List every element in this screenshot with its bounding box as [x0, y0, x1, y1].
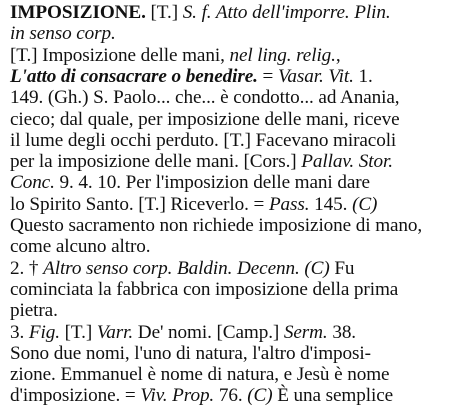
entry-line	[10, 300, 58, 322]
entry-text: =	[257, 65, 278, 87]
entry-text: pietra.	[10, 300, 58, 322]
entry-text: 38.	[327, 321, 357, 343]
entry-text: De' nomi. [Camp.]	[133, 321, 284, 343]
entry-text: Vasar. Vit.	[277, 65, 354, 87]
entry-line	[10, 151, 393, 173]
entry-text: È una semplice	[272, 385, 394, 407]
entry-text: Sono due nomi, l'uno di natura, l'altro d'imposi-	[10, 342, 371, 364]
entry-line	[10, 258, 354, 280]
entry-text: per la imposizione delle mani. [Cors.]	[10, 151, 302, 173]
entry-text: il lume degli occhi perduto. [T.] Facevano miracoli	[10, 129, 397, 151]
entry-line	[10, 87, 399, 109]
entry-line	[10, 385, 393, 407]
entry-text: L'atto di consacrare o benedire.	[10, 65, 258, 87]
entry-text: Viv. Prop.	[140, 385, 215, 407]
entry-text: lo Spirito Santo. [T.] Riceverlo. =	[10, 193, 269, 215]
entry-text: (C)	[304, 257, 330, 279]
entry-text: Varr.	[96, 321, 134, 343]
entry-text: 9. 4. 10. Per l'imposizion delle mani dare	[54, 172, 370, 194]
entry-text: 3.	[10, 321, 29, 343]
entry-text: 1.	[353, 65, 373, 87]
entry-text: Pass.	[268, 193, 310, 215]
entry-text: 145.	[309, 193, 353, 215]
entry-line	[10, 2, 391, 24]
entry-line	[10, 130, 396, 152]
entry-line	[10, 215, 422, 237]
entry-line	[10, 172, 370, 194]
entry-text: Altro senso corp. Baldin. Decenn.	[43, 257, 300, 279]
entry-text: Fu	[329, 257, 355, 279]
entry-text: nel ling. relig.	[229, 44, 336, 66]
entry-text: [T.]	[59, 321, 97, 343]
entry-line	[10, 194, 377, 216]
entry-text: Pallav. Stor.	[301, 151, 393, 173]
entry-text: zione. Emmanuel è nome di natura, e Jesù è nome	[10, 364, 390, 386]
entry-text: 149. (Gh.) S. Paolo... che... è condotto... ad Anania,	[10, 87, 400, 109]
entry-text: Questo sacramento non richiede imposizione di mano,	[10, 215, 423, 236]
entry-line	[10, 322, 356, 344]
entry-text: Serm.	[283, 321, 328, 343]
entry-text: [T.]	[145, 2, 183, 23]
entry-text: come alcuno altro.	[10, 236, 151, 258]
entry-text: cominciata la fabbrica con imposizione della prima	[10, 278, 399, 300]
entry-text: Fig.	[28, 321, 60, 343]
entry-line	[10, 23, 116, 45]
entry-text: Conc.	[10, 172, 55, 194]
entry-text: (C)	[352, 193, 378, 215]
entry-line	[10, 343, 371, 365]
entry-text: ,	[335, 44, 341, 66]
entry-line	[10, 45, 341, 67]
entry-text: [T.] Imposizione delle mani,	[10, 44, 230, 66]
entry-text: in senso corp.	[10, 23, 116, 45]
entry-text: cieco; dal quale, per imposizione delle mani, riceve	[10, 108, 400, 130]
entry-line	[10, 236, 150, 258]
entry-text: 2. †	[10, 257, 44, 279]
entry-line	[10, 109, 400, 131]
entry-text: (C)	[247, 385, 273, 407]
entry-line	[10, 364, 389, 386]
entry-text: S. f. Atto dell'imporre. Plin.	[182, 2, 391, 23]
headword: IMPOSIZIONE.	[10, 2, 146, 23]
entry-line	[10, 66, 373, 88]
entry-text: d'imposizione. =	[10, 385, 141, 407]
entry-line	[10, 279, 398, 301]
entry-text: 76.	[214, 385, 248, 407]
